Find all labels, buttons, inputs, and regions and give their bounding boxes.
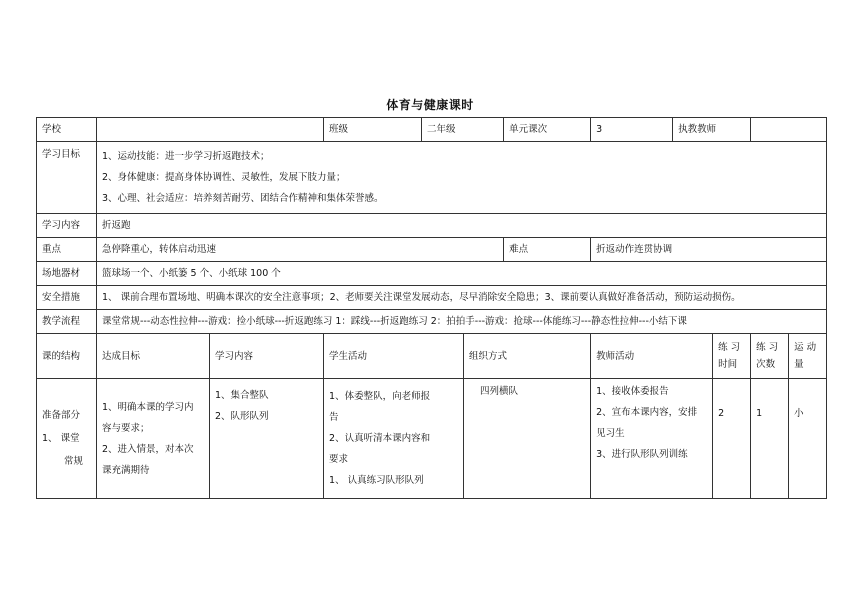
flow-value: 课堂常规---动态性拉伸---游戏：捡小纸球---折返跑练习 1：踩线---折返跑练习 2：拍拍手---游戏：抢球---体能练习---静态性拉伸---小结下课 [97, 310, 827, 334]
prep-structure-line2: 1、 课堂 [42, 433, 80, 444]
school-value [97, 118, 324, 142]
prep-student-line: 2、认真听清本课内容和 [329, 433, 431, 444]
unit-value: 3 [591, 118, 673, 142]
header-content: 学习内容 [210, 334, 324, 379]
prep-structure [37, 379, 97, 499]
prep-goal-line: 2、进入情景，对本次 [102, 443, 194, 455]
header-count-line2: 次数 [756, 359, 776, 370]
prep-goal [97, 379, 210, 499]
prep-teacher-line: 3、进行队形队列训练 [596, 449, 688, 460]
prep-time: 2 [713, 379, 751, 499]
prep-teacher [591, 379, 713, 499]
prep-student-line: 1、 认真练习队形队列 [329, 475, 424, 486]
header-teacher: 教师活动 [591, 334, 713, 379]
prep-teacher-line: 1、接收体委报告 [596, 386, 669, 397]
header-time-line1: 练 习 [718, 342, 741, 353]
prep-teacher-line: 见习生 [596, 428, 625, 439]
teacher-value [751, 118, 827, 142]
prep-teacher-line: 2、宣布本课内容，安排 [596, 407, 698, 418]
goal-item: 2、身体健康：提高身体协调性、灵敏性，发展下肢力量； [102, 172, 346, 183]
unit-label: 单元课次 [504, 118, 591, 142]
lesson-plan-table [36, 117, 827, 499]
prep-content [210, 379, 324, 499]
prep-row [37, 379, 827, 499]
safety-row [37, 286, 827, 310]
prep-student [324, 379, 464, 499]
prep-student-line: 告 [329, 412, 339, 423]
class-label: 班级 [324, 118, 422, 142]
header-structure: 课的结构 [37, 334, 97, 379]
header-load [789, 334, 827, 379]
prep-goal-line: 课充满期待 [102, 464, 150, 476]
prep-structure-line1: 准备部分 [42, 410, 81, 421]
content-row [37, 214, 827, 238]
key-row [37, 238, 827, 262]
difficulty-label: 难点 [504, 238, 591, 262]
header-count [751, 334, 789, 379]
prep-content-line: 1、集合整队 [215, 390, 269, 401]
goal-item: 1、运动技能：进一步学习折返跑技术； [102, 151, 270, 162]
prep-content-line: 2、队形队列 [215, 411, 269, 422]
flow-label: 教学流程 [37, 310, 97, 334]
prep-structure-line3: 常规 [64, 456, 84, 467]
header-load-line1: 运 动 [794, 342, 817, 353]
header-time [713, 334, 751, 379]
content-value: 折返跑 [97, 214, 827, 238]
header-time-line2: 时间 [718, 359, 738, 370]
flow-row [37, 310, 827, 334]
class-value: 二年级 [422, 118, 504, 142]
prep-org: 四列横队 [464, 379, 591, 499]
safety-label: 安全措施 [37, 286, 97, 310]
key-label: 重点 [37, 238, 97, 262]
equipment-value: 篮球场一个、小纸篓 5 个、小纸球 100 个 [97, 262, 827, 286]
school-label: 学校 [37, 118, 97, 142]
content-label: 学习内容 [37, 214, 97, 238]
prep-student-line: 要求 [329, 454, 349, 465]
difficulty-value: 折返动作连贯协调 [591, 238, 827, 262]
equipment-label: 场地器材 [37, 262, 97, 286]
key-value: 急停降重心，转体启动迅速 [97, 238, 504, 262]
safety-value: 1、 课前合理布置场地、明确本课次的安全注意事项；2、老师要关注课堂发展动态，尽早消除安全隐患；3、课前要认真做好准备活动，预防运动损伤。 [97, 286, 827, 310]
goals-row [37, 142, 827, 214]
page-title: 体育与健康课时 [386, 98, 474, 112]
equipment-row [37, 262, 827, 286]
teacher-label: 执教教师 [673, 118, 751, 142]
header-row [37, 334, 827, 379]
prep-goal-line: 容与要求； [102, 422, 150, 434]
prep-count: 1 [751, 379, 789, 499]
prep-load: 小 [789, 379, 827, 499]
prep-goal-line: 1、明确本课的学习内 [102, 401, 194, 413]
goal-item: 3、心理、社会适应：培养刻苦耐劳、团结合作精神和集体荣誉感。 [102, 193, 384, 204]
goals-list [97, 142, 827, 214]
header-student: 学生活动 [324, 334, 464, 379]
header-org: 组织方式 [464, 334, 591, 379]
prep-student-line: 1、体委整队，向老师报 [329, 391, 431, 402]
header-load-line2: 量 [794, 359, 804, 370]
header-goal: 达成目标 [97, 334, 210, 379]
goals-label: 学习目标 [37, 142, 97, 214]
info-row [37, 118, 827, 142]
header-count-line1: 练 习 [756, 342, 779, 353]
